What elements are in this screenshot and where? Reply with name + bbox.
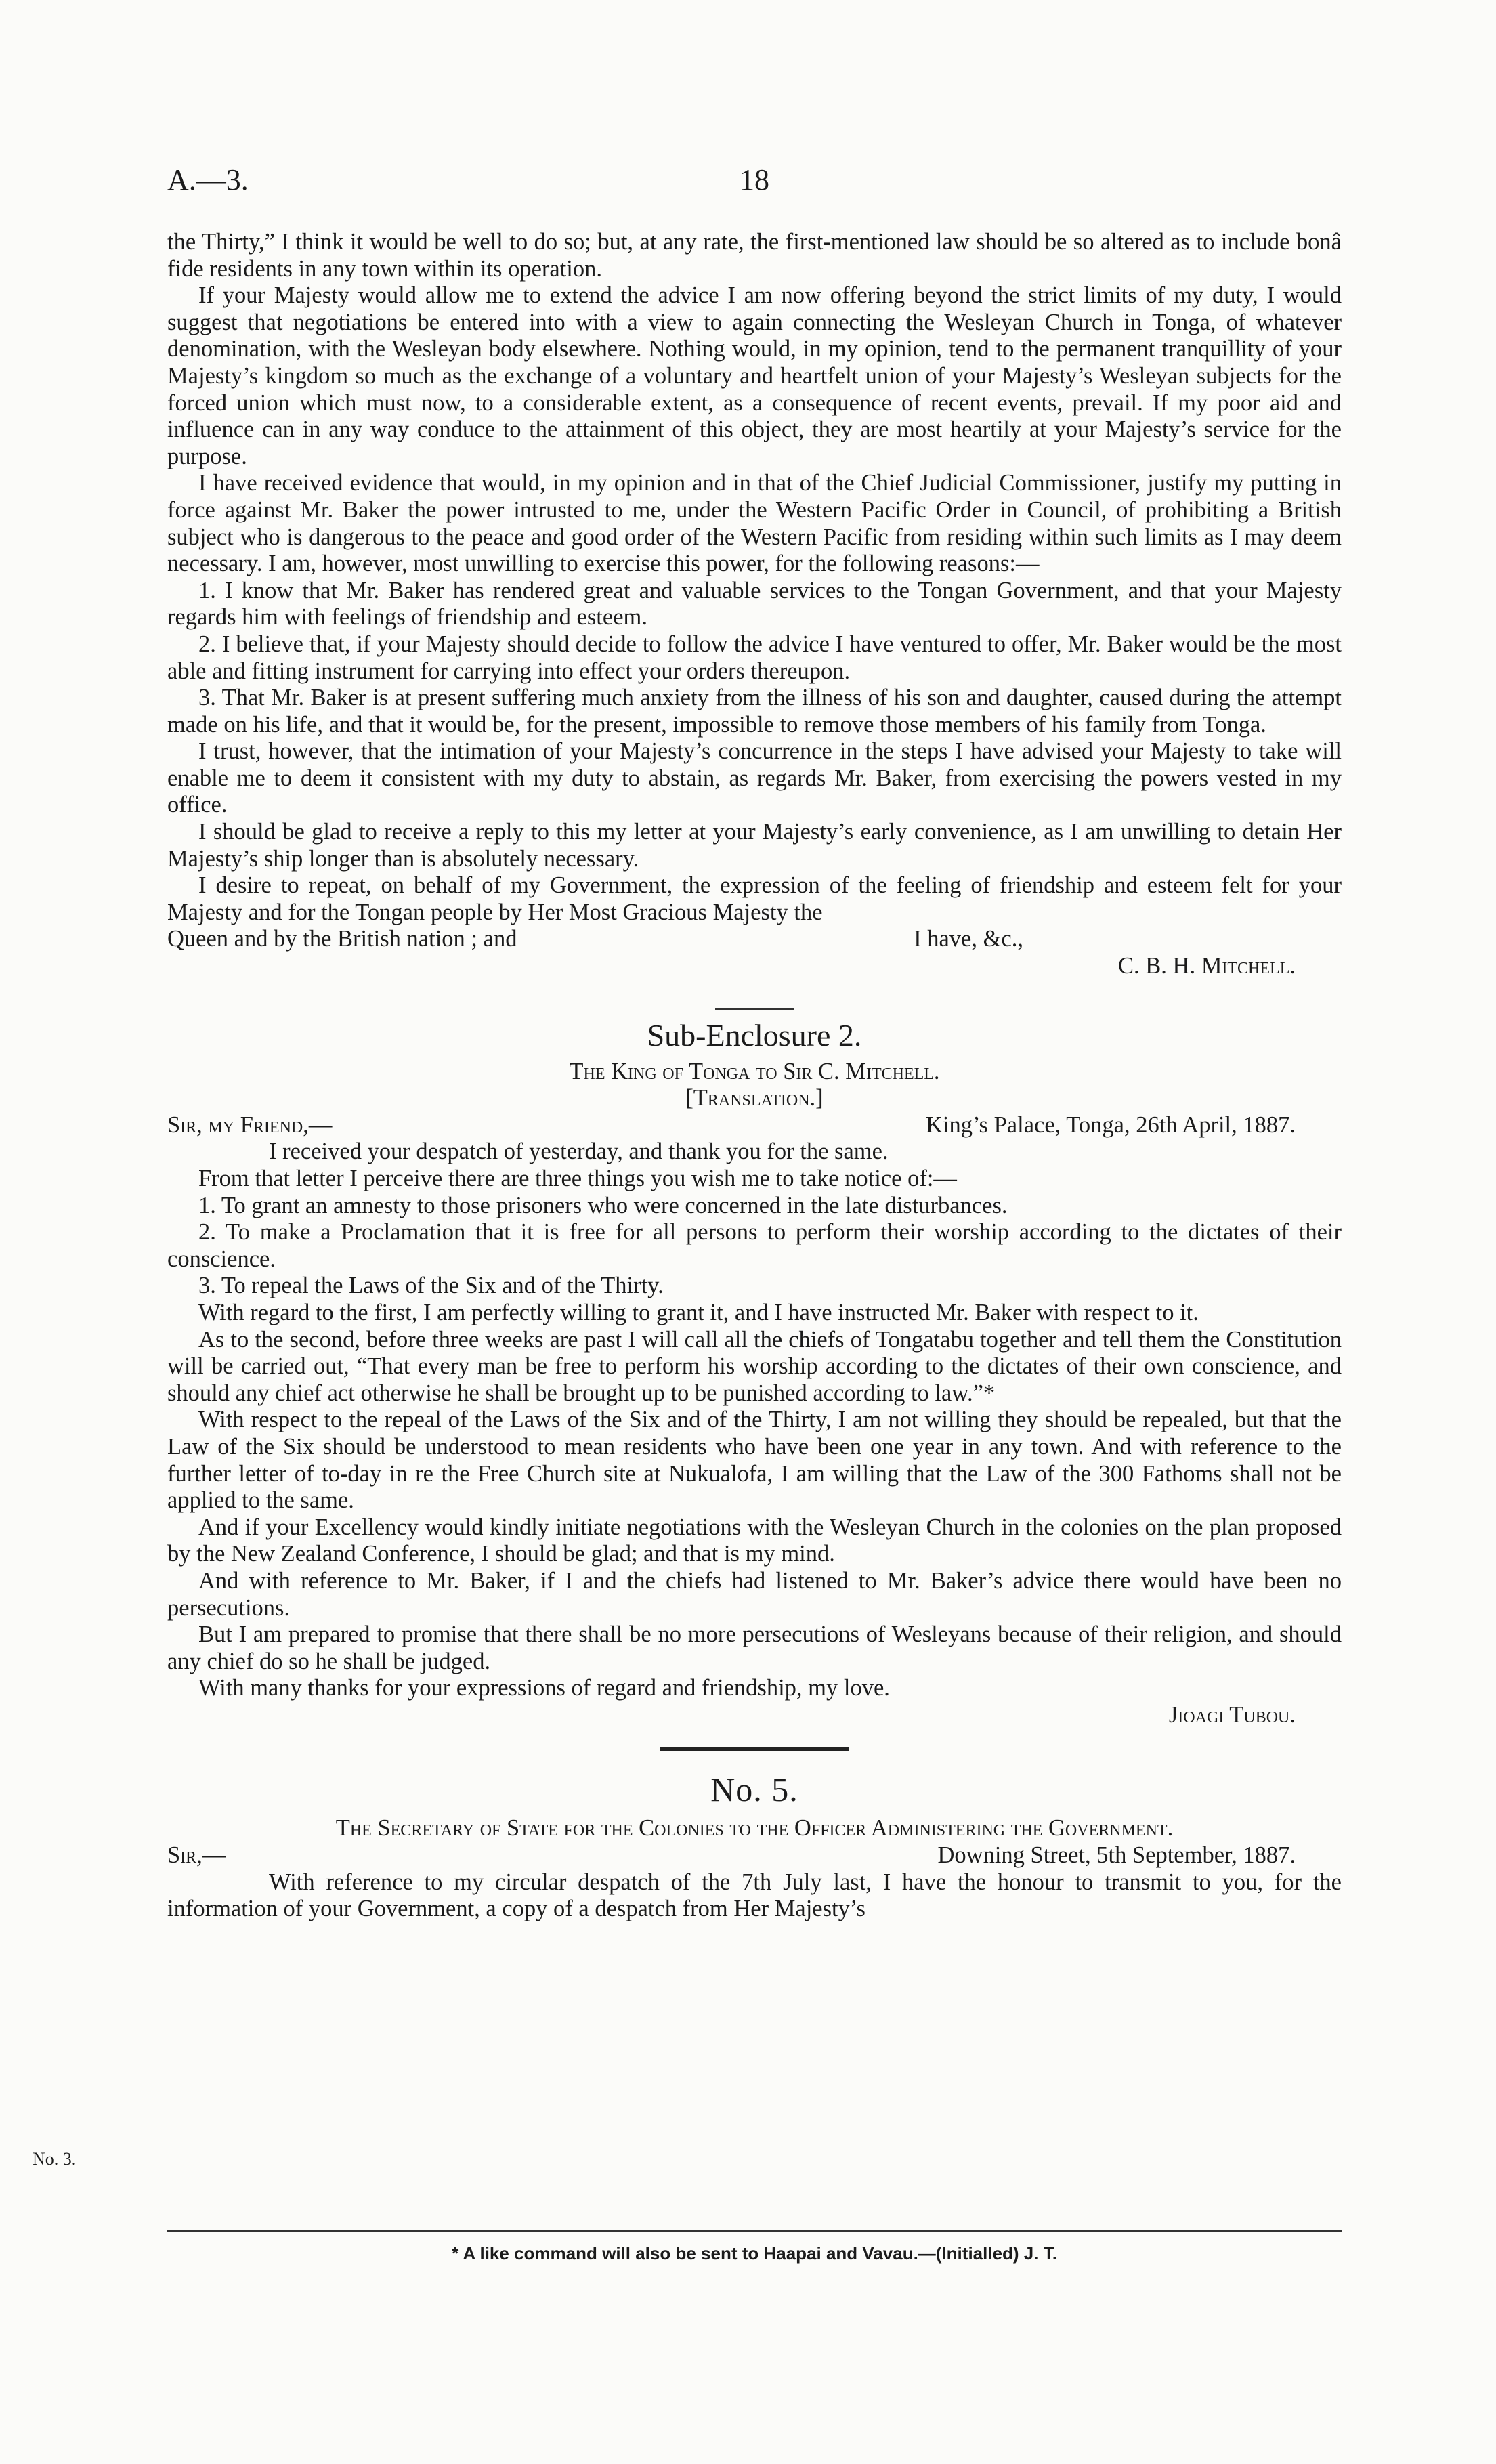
margin-note: No. 3. — [33, 2149, 77, 2169]
sub-enclosure-heading: Sub-Enclosure 2. — [647, 1017, 862, 1053]
paragraph: I desire to repeat, on behalf of my Government, the expression of the feeling of friendship and esteem felt for your Majesty and for the Tongan people by Her Most Gracious Majesty the — [167, 872, 1342, 925]
paragraph: 2. I believe that, if your Majesty should decide to follow the advice I have ventured to offer, Mr. Baker would be the most able and fitting instrument for carrying into effect your orders thereupon. — [167, 631, 1342, 684]
paragraph: I should be glad to receive a reply to this my letter at your Majesty’s early convenience, as I am unwilling to detain Her Majesty’s ship longer than is absolutely necessary. — [167, 819, 1342, 872]
paragraph: With regard to the first, I am perfectly willing to grant it, and I have instructed Mr. Baker with respect to it. — [198, 1299, 1199, 1325]
closing-line — [167, 926, 1342, 953]
paragraph: As to the second, before three weeks are past I will call all the chiefs of Tongatabu together and tell them the Constitution will be carried out, “That every man be free to perform his worship according to the dictates of their own conscience, and should any chief act otherwise he shall be brought up to be punished according to law.”* — [167, 1326, 1342, 1406]
paragraph: But I am prepared to promise that there shall be no more persecutions of Wesleyans because of their religion, and should any chief do so he shall be judged. — [167, 1621, 1342, 1674]
signature-mitchell: C. B. H. Mitchell. — [1118, 953, 1296, 979]
no5-place-date: Downing Street, 5th September, 1887. — [937, 1842, 1296, 1869]
no5-heading: No. 5. — [710, 1770, 798, 1809]
section-divider-heavy — [660, 1747, 849, 1751]
paragraph: With many thanks for your expressions of regard and friendship, my love. — [198, 1675, 890, 1701]
no5-salutation-line — [167, 1842, 1342, 1869]
salutation: Sir, my Friend,— — [167, 1111, 333, 1138]
paragraph: I trust, however, that the intimation of your Majesty’s concurrence in the steps I have advised your Majesty to take will enable me to deem it consistent with my duty to abstain, as regards Mr. Baker, from exercising the powers vested in my office. — [167, 738, 1342, 818]
sub-enclosure-from-to: The King of Tonga to Sir C. Mitchell. — [569, 1058, 940, 1084]
no5-salutation: Sir,— — [167, 1842, 226, 1869]
paragraph: the Thirty,” I think it would be well to do so; but, at any rate, the first-mentioned law should be so altered as to include bonâ fide residents in any town within its operation. — [167, 229, 1342, 282]
paragraph: I have received evidence that would, in my opinion and in that of the Chief Judicial Commissioner, justify my putting in force against Mr. Baker the power intrusted to me, under the Western Pacific Order in Council, of prohibiting a British subject who is dangerous to the peace and good order of the Western Pacific from residing within such limits as I may deem necessary. I am, however, most unwilling to exercise this power, for the following reasons:— — [167, 470, 1342, 577]
page-number: 18 — [740, 163, 769, 196]
paragraph: With respect to the repeal of the Laws of the Six and of the Thirty, I am not willing they should be repealed, but that the Law of the Six should be understood to mean residents who have been one year in any town. And with reference to the further letter of to-day in re the Free Church site at Nukualofa, I am willing that the Law of the 300 Fathoms shall not be applied to the same. — [167, 1407, 1342, 1514]
footnote-rule — [167, 2230, 1342, 2232]
paragraph: 3. That Mr. Baker is at present suffering much anxiety from the illness of his son and daughter, caused during the attempt made on his life, and that it would be, for the present, impossible to remove those members of his family from Tonga. — [167, 685, 1342, 738]
footnote: * A like command will also be sent to Haapai and Vavau.—(Initialled) J. T. — [452, 2243, 1057, 2264]
paragraph: And with reference to Mr. Baker, if I and the chiefs had listened to Mr. Baker’s advice there would have been no persecutions. — [167, 1567, 1342, 1621]
no5-from-to: The Secretary of State for the Colonies to the Officer Administering the Government. — [335, 1815, 1174, 1842]
paragraph: I received your despatch of yesterday, and thank you for the same. — [269, 1139, 889, 1165]
closing-left: Queen and by the British nation ; and — [167, 926, 517, 952]
translation-note: [Translation.] — [685, 1085, 824, 1111]
page-header — [167, 163, 1342, 203]
paragraph: 1. To grant an amnesty to those prisoners who were concerned in the late disturbances. — [198, 1192, 1008, 1218]
signature-tubou: Jioagi Tubou. — [1168, 1701, 1296, 1728]
series-label: A.—3. — [167, 163, 249, 196]
paragraph: 3. To repeal the Laws of the Six and of the Thirty. — [198, 1273, 664, 1299]
paragraph: If your Majesty would allow me to extend the advice I am now offering beyond the strict limits of my duty, I would suggest that negotiations be entered into with a view to again connecting the Wesleyan Church in Tonga, of whatever denomination, with the Wesleyan body elsewhere. Nothing would, in my opinion, tend to the permanent tranquillity of your Majesty’s kingdom so much as the exchange of a voluntary and heartfelt union of your Majesty’s Wesleyan subjects for the forced union which must now, to a considerable extent, as a consequence of recent events, prevail. If my poor aid and influence can in any way conduce to the attainment of this object, they are most heartily at your Majesty’s service for the purpose. — [167, 282, 1342, 469]
salutation-line — [167, 1112, 1342, 1139]
paragraph: From that letter I perceive there are three things you wish me to take notice of:— — [198, 1166, 957, 1191]
paragraph: 1. I know that Mr. Baker has rendered great and valuable services to the Tongan Government, and that your Majesty regards him with feelings of friendship and esteem. — [167, 577, 1342, 631]
paragraph: 2. To make a Proclamation that it is free for all persons to perform their worship according to the dictates of their conscience. — [167, 1219, 1342, 1272]
page-body — [167, 229, 1342, 1923]
paragraph: With reference to my circular despatch of the 7th July last, I have the honour to transmit to you, for the information of your Government, a copy of a despatch from Her Majesty’s — [167, 1869, 1342, 1922]
place-date: King’s Palace, Tonga, 26th April, 1887. — [925, 1111, 1296, 1138]
paragraph: And if your Excellency would kindly initiate negotiations with the Wesleyan Church in the colonies on the plan proposed by the New Zealand Conference, I should be glad; and that is my mind. — [167, 1514, 1342, 1567]
closing-right: I have, &c., — [914, 926, 1023, 952]
section-divider — [715, 1008, 794, 1010]
